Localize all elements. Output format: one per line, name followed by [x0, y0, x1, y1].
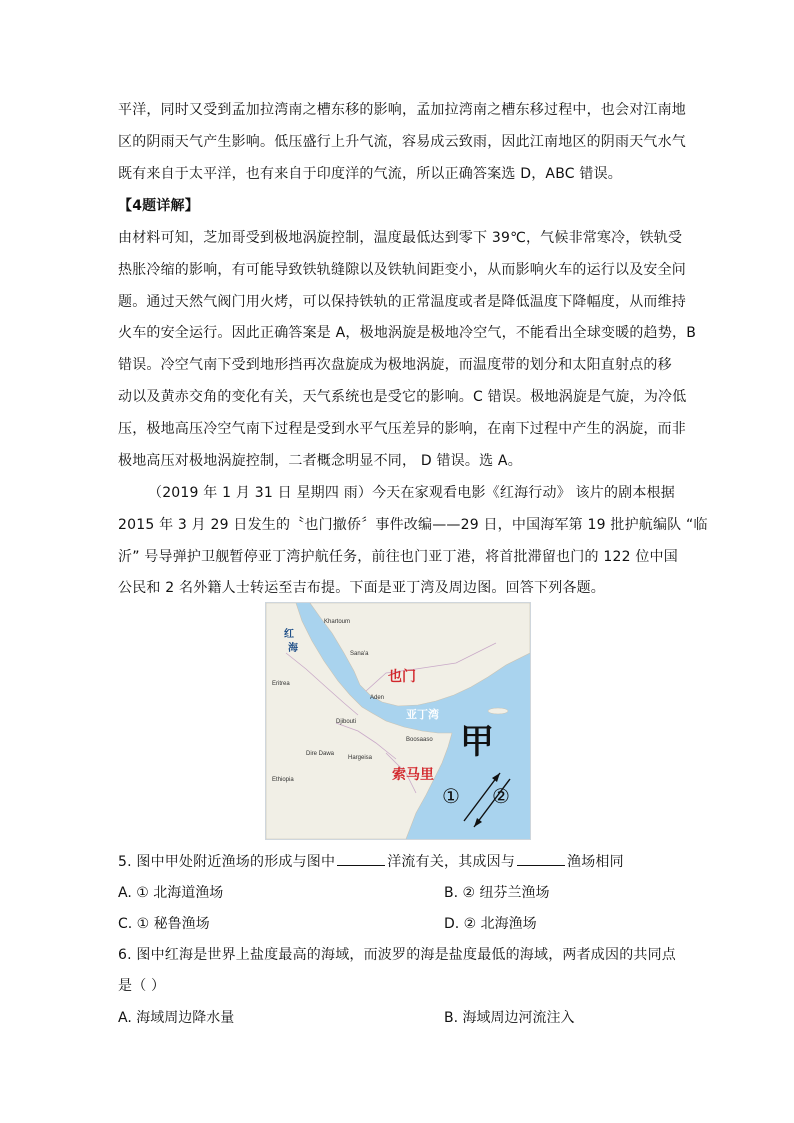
label-gulf-of-aden: 亚丁湾	[406, 708, 439, 721]
paragraph2-line-4: 火车的安全运行。因此正确答案是 A，极地涡旋是极地冷空气，不能看出全球变暖的趋势，B	[118, 325, 697, 341]
paragraph2-line-2: 热胀冷缩的影响，有可能导致铁轨缝隙以及铁轨间距变小，从而影响火车的运行以及安全问	[118, 262, 686, 278]
paragraph3-line-2: 2015 年 3 月 29 日发生的〝也门撤侨〞事件改编——29 日，中国海军第 19 批护航编队 “临	[118, 517, 708, 533]
label-red-sea-2: 海	[288, 643, 298, 654]
q5-option-a: A. ① 北海道渔场	[118, 885, 224, 901]
paragraph2-line-6: 动以及黄赤交角的变化有关，天气系统也是受它的影响。C 错误。极地涡旋是气旋，为冷低	[118, 389, 687, 405]
label-current-1: ①	[442, 784, 460, 808]
paragraph3-line-3: 沂” 号导弹护卫舰暂停亚丁湾护航任务，前往也门亚丁港，将首批滞留也门的 122 位中国	[118, 549, 678, 565]
label-ethiopia: Ethiopia	[272, 777, 294, 783]
label-eritrea: Eritrea	[272, 681, 290, 687]
paragraph3-line-4: 公民和 2 名外籍人士转运至吉布提。下面是亚丁湾及周边图。回答下列各题。	[118, 580, 606, 596]
paragraph1-line-2: 区的阴雨天气产生影响。低压盛行上升气流，容易成云致雨，因此江南地区的阴雨天气水气	[118, 134, 686, 150]
q5-option-b: B. ② 纽芬兰渔场	[444, 885, 550, 901]
q5-option-d: D. ② 北海渔场	[444, 916, 537, 932]
label-aden: Aden	[370, 695, 385, 701]
label-somalia: 索马里	[392, 767, 434, 783]
q6-stem-line-1: 6. 图中红海是世界上盐度最高的海域，而波罗的海是盐度最低的海域，两者成因的共同点	[118, 947, 677, 963]
q5-stem-part-a: 5. 图中甲处附近渔场的形成与图中	[118, 854, 336, 870]
q5-stem-part-b: 洋流有关，其成因与	[387, 854, 516, 870]
label-yemen: 也门	[388, 669, 416, 685]
paragraph2-line-5: 错误。冷空气南下受到地形挡再次盘旋成为极地涡旋，而温度带的划分和太阳直射点的移	[118, 357, 672, 373]
label-jia: 甲	[460, 722, 494, 762]
paragraph2-line-3: 题。通过天然气阀门用火烤，可以保持铁轨的正常温度或者是降低温度下降幅度，从而维持	[118, 294, 686, 310]
q6-stem-line-2: 是（ ）	[118, 978, 166, 994]
label-current-2: ②	[492, 784, 510, 808]
label-djibouti: Djibouti	[336, 719, 357, 725]
q5-option-c: C. ① 秘鲁渔场	[118, 916, 210, 932]
q5-blank-1	[337, 853, 385, 866]
label-hargeisa: Hargeisa	[348, 755, 373, 761]
paragraph1-line-1: 平洋，同时又受到孟加拉湾南之槽东移的影响，孟加拉湾南之槽东移过程中，也会对江南地	[118, 102, 686, 118]
paragraph2-line-1: 由材料可知，芝加哥受到极地涡旋控制，温度最低达到零下 39℃，气候非常寒冷，铁轨受	[118, 230, 683, 246]
label-dire-dawa: Dire Dawa	[306, 751, 335, 757]
q6-option-a: A. 海域周边降水量	[118, 1010, 235, 1026]
q5-stem-part-c: 渔场相同	[567, 854, 624, 870]
section-heading: 【4题详解】	[118, 198, 199, 214]
q5-blank-2	[517, 853, 565, 866]
label-red-sea-1: 红	[284, 629, 294, 640]
paragraph1-line-3: 既有来自于太平洋，也有来自于印度洋的气流，所以正确答案选 D，ABC 错误。	[118, 166, 622, 182]
q5-stem	[118, 852, 624, 872]
map-svg	[266, 603, 530, 839]
paragraph2-line-8: 极地高压对极地涡旋控制，二者概念明显不同， D 错误。选 A。	[118, 453, 522, 469]
label-khartoum: Khartoum	[324, 619, 351, 625]
paragraph3-line-1: （2019 年 1 月 31 日 星期四 雨）今天在家观看电影《红海行动》 该片的剧本根据	[148, 485, 675, 501]
q6-option-b: B. 海域周边河流注入	[444, 1010, 575, 1026]
gulf-of-aden-map	[265, 602, 531, 840]
label-bosaaso: Boosaaso	[406, 737, 433, 743]
label-sanaa: Sana'a	[350, 651, 369, 657]
paragraph2-line-7: 压，极地高压冷空气南下过程是受到水平气压差异的影响，在南下过程中产生的涡旋，而非	[118, 421, 686, 437]
socotra-island	[488, 708, 508, 714]
